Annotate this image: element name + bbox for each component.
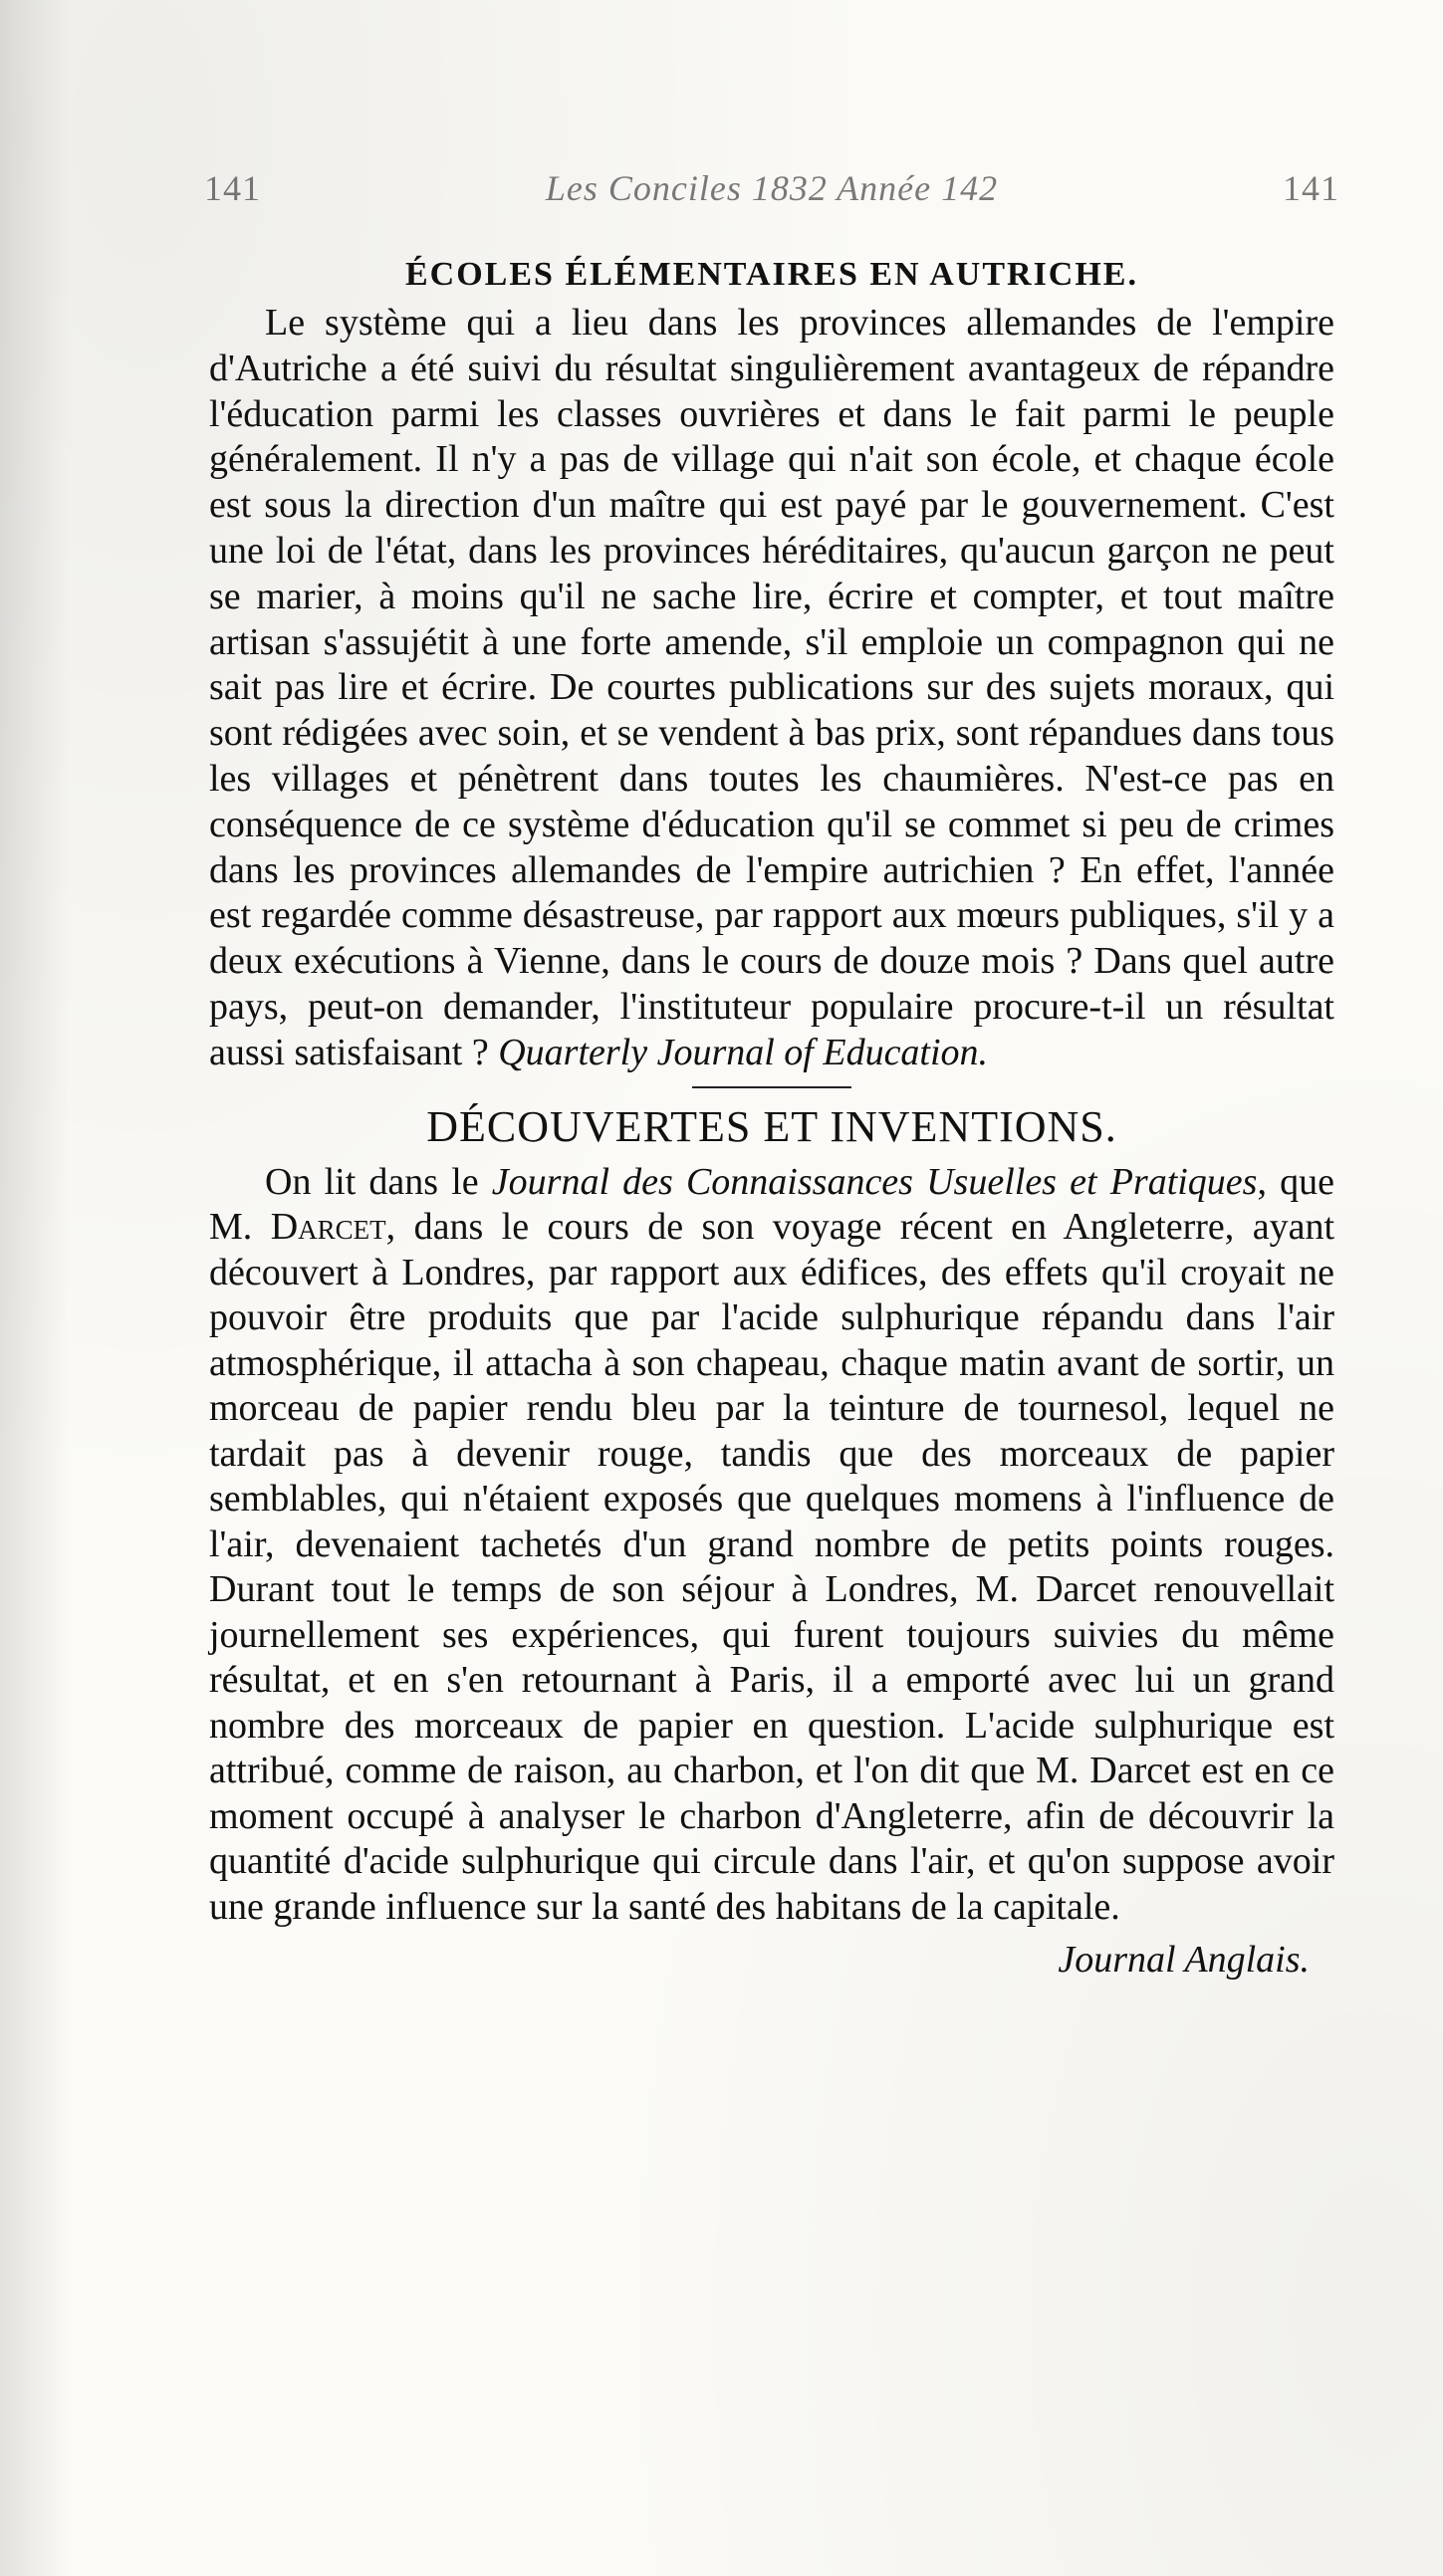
article-text-start: On lit dans le [265, 1160, 492, 1203]
person-name: Darcet [270, 1206, 386, 1249]
article-text-rest: , dans le cours de son voyage récent en Angleterre, ayant découvert à Londres, par rapport aux édifices, des effets qu'il croyait ne pouvoir être produits que par l'acide sulphurique répandu dans l'air atmosphérique, il attacha à son chapeau, chaque matin avant de sortir, un morceau de papier rendu bleu par la teinture de tournesol, lequel ne tardait pas à devenir rouge, tandis que des morceaux de papier semblables, qui n'étaient exposés que quelques momens à l'influence de l'air, devenaient tachetés d'un grand nombre de petits points rouges. Durant tout le temps de son séjour à Londres, M. Darcet renouvellait journellement ses expériences, qui furent toujours suivies du même résultat, et en s'en retournant à Paris, il a emporté avec lui un grand nombre des morceaux de papier en question. L'acide sulphurique est attribué, comme de raison, au charbon, et l'on dit que M. Darcet est en ce moment occupé à analyser le charbon d'Angleterre, afin de découvrir la quantité d'acide sulphurique qui circule dans l'air, et qu'on suppose avoir une grande influence sur la santé des habitans de la capitale. [209, 1206, 1334, 1928]
article-text-ecoles: Le système qui a lieu dans les provinces allemandes de l'empire d'Autriche a été suivi du résultat singulièrement avantageux de répandre l'éducation parmi les classes ouvrières et dans le fait parmi le peuple généralement. Il n'y a pas de village qui n'ait son école, et chaque école est sous la direction d'un maître qui est payé par le gouvernement. C'est une loi de l'état, dans les provinces héréditaires, qu'aucun garçon ne peut se marier, à moins qu'il ne sache lire, écrire et compter, et tout maître artisan s'assujétit à une forte amende, s'il emploie un compagnon qui ne sait pas lire et écrire. De courtes publications sur des sujets moraux, qui sont rédigées avec soin, et se vendent à bas prix, sont répandues dans tous les villages et pénètrent dans toutes les chaumières. N'est-ce pas en conséquence de ce système d'éducation qu'il se commet si peu de crimes dans les provinces allemandes de l'empire autrichien ? En effet, l'année est regardée comme désastreuse, par rapport aux mœurs publiques, s'il y a deux exécutions à Vienne, dans le cours de douze mois ? Dans quel autre pays, peut-on demander, l'instituteur populaire procure-t-il un résultat aussi satisfaisant ? [209, 302, 1334, 1073]
article-text-connector: , que M. [209, 1160, 1334, 1249]
article-paragraph-ecoles [209, 301, 1334, 1076]
section-divider [692, 1086, 851, 1088]
running-header [204, 167, 1339, 217]
section-title-decouvertes: DÉCOUVERTES ET INVENTIONS. [426, 1101, 1117, 1151]
journal-title: Journal des Connaissances Usuelles et Pratiques [491, 1160, 1258, 1203]
running-title: Les Conciles 1832 Année 142 [545, 168, 999, 208]
article-source-ecoles: Quarterly Journal of Education. [498, 1031, 989, 1073]
article-source-darcet: Journal Anglais. [1058, 1939, 1310, 1982]
page-gutter-shadow [0, 0, 70, 2576]
section-title-ecoles: ÉCOLES ÉLÉMENTAIRES EN AUTRICHE. [405, 256, 1138, 293]
page-number-left: 141 [204, 168, 261, 208]
text-column [209, 249, 1334, 1984]
article-paragraph-darcet [209, 1160, 1334, 1931]
page-number-right: 141 [1283, 168, 1339, 208]
